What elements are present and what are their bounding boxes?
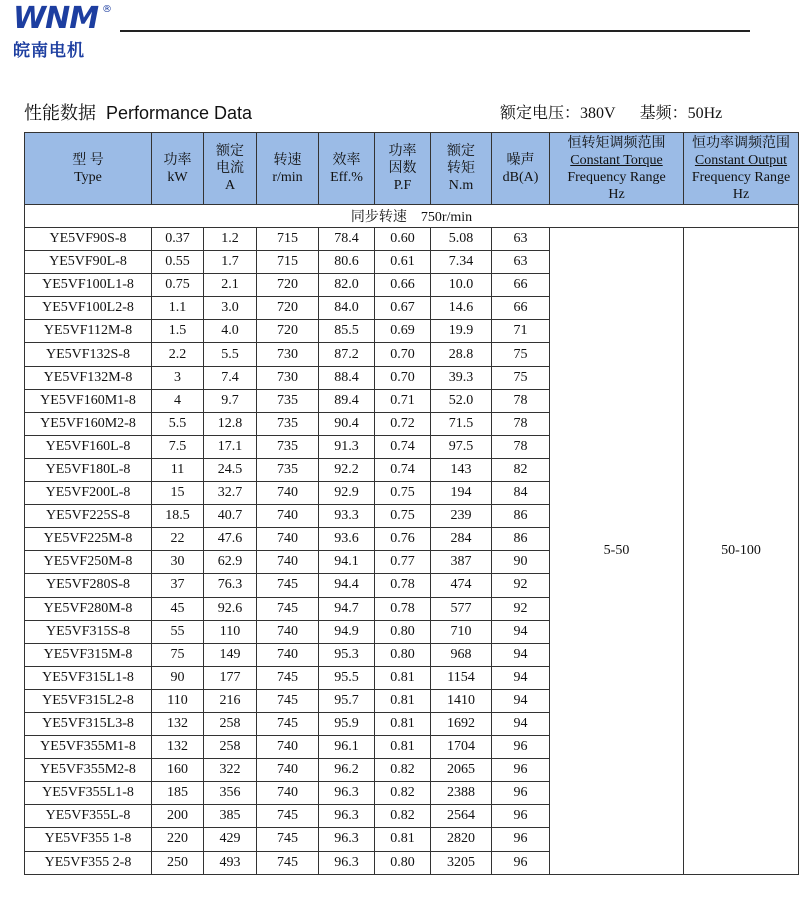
- cell-current: 9.7: [204, 389, 257, 412]
- cell-speed: 745: [257, 805, 319, 828]
- cell-efficiency: 84.0: [319, 297, 375, 320]
- cell-power-factor: 0.74: [375, 458, 431, 481]
- cell-torque: 2820: [431, 828, 492, 851]
- cell-efficiency: 90.4: [319, 412, 375, 435]
- cell-noise: 92: [492, 597, 550, 620]
- cell-power-factor: 0.82: [375, 805, 431, 828]
- cell-efficiency: 96.3: [319, 782, 375, 805]
- cell-type: YE5VF315L3-8: [25, 712, 152, 735]
- cell-power: 0.75: [152, 274, 204, 297]
- logo-mark: WNM: [13, 1, 99, 36]
- cell-efficiency: 92.9: [319, 482, 375, 505]
- cell-current: 322: [204, 759, 257, 782]
- cell-noise: 94: [492, 689, 550, 712]
- cell-efficiency: 91.3: [319, 435, 375, 458]
- cell-power-factor: 0.78: [375, 574, 431, 597]
- cell-type: YE5VF132S-8: [25, 343, 152, 366]
- cell-power-factor: 0.69: [375, 320, 431, 343]
- cell-noise: 90: [492, 551, 550, 574]
- cell-type: YE5VF280M-8: [25, 597, 152, 620]
- cell-noise: 66: [492, 274, 550, 297]
- cell-current: 7.4: [204, 366, 257, 389]
- cell-current: 32.7: [204, 482, 257, 505]
- cell-speed: 730: [257, 343, 319, 366]
- cell-speed: 730: [257, 366, 319, 389]
- cell-speed: 745: [257, 666, 319, 689]
- cell-efficiency: 80.6: [319, 251, 375, 274]
- cell-power-factor: 0.78: [375, 597, 431, 620]
- cell-efficiency: 88.4: [319, 366, 375, 389]
- cell-speed: 720: [257, 297, 319, 320]
- cell-power-factor: 0.60: [375, 228, 431, 251]
- cell-efficiency: 93.6: [319, 528, 375, 551]
- company-name: 皖南电机: [13, 41, 85, 61]
- cell-noise: 86: [492, 528, 550, 551]
- cell-noise: 84: [492, 482, 550, 505]
- cell-noise: 78: [492, 389, 550, 412]
- cell-power-factor: 0.76: [375, 528, 431, 551]
- cell-torque: 97.5: [431, 435, 492, 458]
- cell-type: YE5VF355L1-8: [25, 782, 152, 805]
- cell-speed: 735: [257, 412, 319, 435]
- brand-logo: [13, 1, 113, 61]
- cell-noise: 96: [492, 736, 550, 759]
- cell-type: YE5VF90S-8: [25, 228, 152, 251]
- sync-speed-cell: 同步转速 750r/min: [25, 205, 799, 228]
- cell-current: 385: [204, 805, 257, 828]
- cell-speed: 740: [257, 505, 319, 528]
- frequency-value: 50Hz: [687, 105, 723, 122]
- cell-current: 493: [204, 851, 257, 874]
- cell-torque: 5.08: [431, 228, 492, 251]
- cell-current: 2.1: [204, 274, 257, 297]
- cell-efficiency: 94.7: [319, 597, 375, 620]
- cell-noise: 66: [492, 297, 550, 320]
- cell-power: 90: [152, 666, 204, 689]
- cell-speed: 735: [257, 435, 319, 458]
- cell-torque: 7.34: [431, 251, 492, 274]
- cell-speed: 715: [257, 228, 319, 251]
- col-header-noise: 噪声 dB(A): [492, 133, 550, 205]
- cell-torque: 1410: [431, 689, 492, 712]
- cell-power: 132: [152, 712, 204, 735]
- section-title-cn: 性能数据: [24, 103, 96, 124]
- cell-power: 37: [152, 574, 204, 597]
- cell-type: YE5VF200L-8: [25, 482, 152, 505]
- cell-current: 76.3: [204, 574, 257, 597]
- cell-torque: 10.0: [431, 274, 492, 297]
- cell-torque: 2564: [431, 805, 492, 828]
- cell-power-factor: 0.75: [375, 482, 431, 505]
- col-header-type: 型 号 Type: [25, 133, 152, 205]
- cell-speed: 740: [257, 620, 319, 643]
- cell-power: 22: [152, 528, 204, 551]
- cell-power: 3: [152, 366, 204, 389]
- cell-speed: 740: [257, 643, 319, 666]
- cell-power-factor: 0.70: [375, 343, 431, 366]
- cell-torque: 1154: [431, 666, 492, 689]
- cell-efficiency: 92.2: [319, 458, 375, 481]
- cell-noise: 75: [492, 366, 550, 389]
- cell-type: YE5VF250M-8: [25, 551, 152, 574]
- cell-type: YE5VF355 1-8: [25, 828, 152, 851]
- cell-speed: 745: [257, 828, 319, 851]
- section-title: [24, 99, 252, 125]
- cell-torque: 387: [431, 551, 492, 574]
- cell-power: 185: [152, 782, 204, 805]
- cell-speed: 745: [257, 597, 319, 620]
- cell-type: YE5VF355 2-8: [25, 851, 152, 874]
- cell-torque: 2388: [431, 782, 492, 805]
- cell-torque: 968: [431, 643, 492, 666]
- cell-noise: 96: [492, 828, 550, 851]
- cell-current: 3.0: [204, 297, 257, 320]
- cell-power-factor: 0.80: [375, 620, 431, 643]
- cell-current: 110: [204, 620, 257, 643]
- voltage-label: 额定电压：: [500, 103, 581, 122]
- cell-power-factor: 0.70: [375, 366, 431, 389]
- cell-type: YE5VF225M-8: [25, 528, 152, 551]
- cell-speed: 735: [257, 389, 319, 412]
- cell-current: 1.2: [204, 228, 257, 251]
- cell-power: 18.5: [152, 505, 204, 528]
- cell-torque: 19.9: [431, 320, 492, 343]
- cell-current: 47.6: [204, 528, 257, 551]
- constant-output-range: 50-100: [684, 228, 799, 875]
- table-row: [25, 228, 799, 251]
- cell-power-factor: 0.80: [375, 643, 431, 666]
- cell-current: 4.0: [204, 320, 257, 343]
- cell-power: 1.1: [152, 297, 204, 320]
- cell-noise: 94: [492, 666, 550, 689]
- cell-torque: 577: [431, 597, 492, 620]
- cell-torque: 52.0: [431, 389, 492, 412]
- cell-torque: 28.8: [431, 343, 492, 366]
- cell-type: YE5VF315L1-8: [25, 666, 152, 689]
- cell-power-factor: 0.66: [375, 274, 431, 297]
- cell-torque: 14.6: [431, 297, 492, 320]
- cell-current: 216: [204, 689, 257, 712]
- cell-type: YE5VF100L1-8: [25, 274, 152, 297]
- cell-power-factor: 0.72: [375, 412, 431, 435]
- cell-power: 110: [152, 689, 204, 712]
- cell-speed: 720: [257, 274, 319, 297]
- cell-power-factor: 0.82: [375, 759, 431, 782]
- cell-power: 220: [152, 828, 204, 851]
- cell-current: 17.1: [204, 435, 257, 458]
- cell-type: YE5VF90L-8: [25, 251, 152, 274]
- cell-torque: 2065: [431, 759, 492, 782]
- cell-efficiency: 82.0: [319, 274, 375, 297]
- section-title-en: Performance Data: [106, 103, 253, 123]
- cell-speed: 740: [257, 551, 319, 574]
- cell-power: 200: [152, 805, 204, 828]
- cell-efficiency: 94.1: [319, 551, 375, 574]
- cell-type: YE5VF180L-8: [25, 458, 152, 481]
- cell-noise: 75: [492, 343, 550, 366]
- cell-power-factor: 0.67: [375, 297, 431, 320]
- voltage-value: 380V: [580, 105, 616, 122]
- cell-type: YE5VF355M1-8: [25, 736, 152, 759]
- cell-power-factor: 0.77: [375, 551, 431, 574]
- cell-speed: 740: [257, 736, 319, 759]
- cell-type: YE5VF315S-8: [25, 620, 152, 643]
- cell-current: 5.5: [204, 343, 257, 366]
- cell-noise: 86: [492, 505, 550, 528]
- cell-current: 1.7: [204, 251, 257, 274]
- cell-power: 0.37: [152, 228, 204, 251]
- col-header-efficiency: 效率 Eff.%: [319, 133, 375, 205]
- cell-efficiency: 78.4: [319, 228, 375, 251]
- col-header-speed: 转速 r/min: [257, 133, 319, 205]
- cell-power-factor: 0.81: [375, 689, 431, 712]
- cell-power-factor: 0.81: [375, 736, 431, 759]
- cell-current: 258: [204, 712, 257, 735]
- cell-torque: 1704: [431, 736, 492, 759]
- cell-power: 11: [152, 458, 204, 481]
- cell-type: YE5VF112M-8: [25, 320, 152, 343]
- cell-power-factor: 0.80: [375, 851, 431, 874]
- cell-speed: 740: [257, 528, 319, 551]
- cell-noise: 96: [492, 805, 550, 828]
- cell-type: YE5VF315M-8: [25, 643, 152, 666]
- cell-speed: 745: [257, 851, 319, 874]
- col-header-torque: 额定 转矩 N.m: [431, 133, 492, 205]
- cell-noise: 63: [492, 251, 550, 274]
- col-header-current: 额定 电流 A: [204, 133, 257, 205]
- cell-speed: 740: [257, 782, 319, 805]
- cell-efficiency: 89.4: [319, 389, 375, 412]
- cell-type: YE5VF355M2-8: [25, 759, 152, 782]
- cell-torque: 474: [431, 574, 492, 597]
- cell-power-factor: 0.74: [375, 435, 431, 458]
- cell-power-factor: 0.81: [375, 712, 431, 735]
- cell-efficiency: 94.4: [319, 574, 375, 597]
- cell-power: 15: [152, 482, 204, 505]
- cell-torque: 3205: [431, 851, 492, 874]
- cell-torque: 284: [431, 528, 492, 551]
- header-divider: [120, 30, 750, 32]
- cell-speed: 735: [257, 458, 319, 481]
- cell-current: 12.8: [204, 412, 257, 435]
- cell-efficiency: 95.3: [319, 643, 375, 666]
- cell-power: 4: [152, 389, 204, 412]
- cell-efficiency: 95.5: [319, 666, 375, 689]
- cell-power-factor: 0.71: [375, 389, 431, 412]
- cell-efficiency: 96.3: [319, 851, 375, 874]
- col-header-constant-output: 恒功率调频范围 Constant Output Frequency Range Hz: [684, 133, 799, 205]
- cell-power: 2.2: [152, 343, 204, 366]
- cell-noise: 96: [492, 759, 550, 782]
- cell-type: YE5VF280S-8: [25, 574, 152, 597]
- cell-efficiency: 87.2: [319, 343, 375, 366]
- cell-efficiency: 96.1: [319, 736, 375, 759]
- cell-noise: 94: [492, 643, 550, 666]
- cell-torque: 1692: [431, 712, 492, 735]
- cell-current: 149: [204, 643, 257, 666]
- col-header-constant-torque: 恒转矩调频范围 Constant Torque Frequency Range Hz: [550, 133, 684, 205]
- cell-power-factor: 0.81: [375, 828, 431, 851]
- rated-specs: [500, 100, 722, 123]
- cell-power: 55: [152, 620, 204, 643]
- cell-efficiency: 95.9: [319, 712, 375, 735]
- cell-noise: 78: [492, 412, 550, 435]
- cell-current: 429: [204, 828, 257, 851]
- col-header-power: 功率 kW: [152, 133, 204, 205]
- cell-noise: 96: [492, 851, 550, 874]
- cell-speed: 745: [257, 574, 319, 597]
- cell-type: YE5VF160M2-8: [25, 412, 152, 435]
- cell-power: 0.55: [152, 251, 204, 274]
- cell-type: YE5VF160M1-8: [25, 389, 152, 412]
- cell-power: 5.5: [152, 412, 204, 435]
- cell-torque: 710: [431, 620, 492, 643]
- cell-noise: 94: [492, 712, 550, 735]
- performance-table: [24, 132, 799, 875]
- cell-noise: 94: [492, 620, 550, 643]
- cell-power: 1.5: [152, 320, 204, 343]
- cell-speed: 740: [257, 759, 319, 782]
- cell-power: 30: [152, 551, 204, 574]
- cell-speed: 715: [257, 251, 319, 274]
- cell-speed: 745: [257, 689, 319, 712]
- cell-type: YE5VF355L-8: [25, 805, 152, 828]
- constant-torque-range: 5-50: [550, 228, 684, 875]
- table-header-row: [25, 133, 799, 205]
- registered-mark: ®: [102, 4, 112, 15]
- cell-efficiency: 95.7: [319, 689, 375, 712]
- cell-noise: 96: [492, 782, 550, 805]
- cell-power-factor: 0.61: [375, 251, 431, 274]
- cell-efficiency: 94.9: [319, 620, 375, 643]
- cell-efficiency: 96.3: [319, 805, 375, 828]
- cell-torque: 39.3: [431, 366, 492, 389]
- cell-power: 250: [152, 851, 204, 874]
- cell-current: 356: [204, 782, 257, 805]
- cell-noise: 82: [492, 458, 550, 481]
- cell-efficiency: 96.3: [319, 828, 375, 851]
- cell-type: YE5VF315L2-8: [25, 689, 152, 712]
- cell-speed: 745: [257, 712, 319, 735]
- cell-type: YE5VF100L2-8: [25, 297, 152, 320]
- cell-speed: 740: [257, 482, 319, 505]
- cell-power: 160: [152, 759, 204, 782]
- cell-power-factor: 0.81: [375, 666, 431, 689]
- cell-current: 40.7: [204, 505, 257, 528]
- frequency-label: 基频：: [639, 103, 688, 122]
- cell-current: 177: [204, 666, 257, 689]
- cell-power: 132: [152, 736, 204, 759]
- cell-power-factor: 0.82: [375, 782, 431, 805]
- cell-current: 62.9: [204, 551, 257, 574]
- cell-current: 92.6: [204, 597, 257, 620]
- cell-efficiency: 96.2: [319, 759, 375, 782]
- cell-torque: 194: [431, 482, 492, 505]
- cell-efficiency: 93.3: [319, 505, 375, 528]
- col-header-power-factor: 功率 因数 P.F: [375, 133, 431, 205]
- cell-power-factor: 0.75: [375, 505, 431, 528]
- cell-efficiency: 85.5: [319, 320, 375, 343]
- cell-noise: 71: [492, 320, 550, 343]
- cell-torque: 143: [431, 458, 492, 481]
- cell-type: YE5VF160L-8: [25, 435, 152, 458]
- cell-current: 258: [204, 736, 257, 759]
- cell-power: 45: [152, 597, 204, 620]
- cell-type: YE5VF225S-8: [25, 505, 152, 528]
- cell-noise: 63: [492, 228, 550, 251]
- cell-power: 7.5: [152, 435, 204, 458]
- cell-torque: 239: [431, 505, 492, 528]
- cell-noise: 78: [492, 435, 550, 458]
- cell-type: YE5VF132M-8: [25, 366, 152, 389]
- cell-current: 24.5: [204, 458, 257, 481]
- cell-speed: 720: [257, 320, 319, 343]
- cell-power: 75: [152, 643, 204, 666]
- cell-noise: 92: [492, 574, 550, 597]
- sync-speed-row: [25, 205, 799, 228]
- cell-torque: 71.5: [431, 412, 492, 435]
